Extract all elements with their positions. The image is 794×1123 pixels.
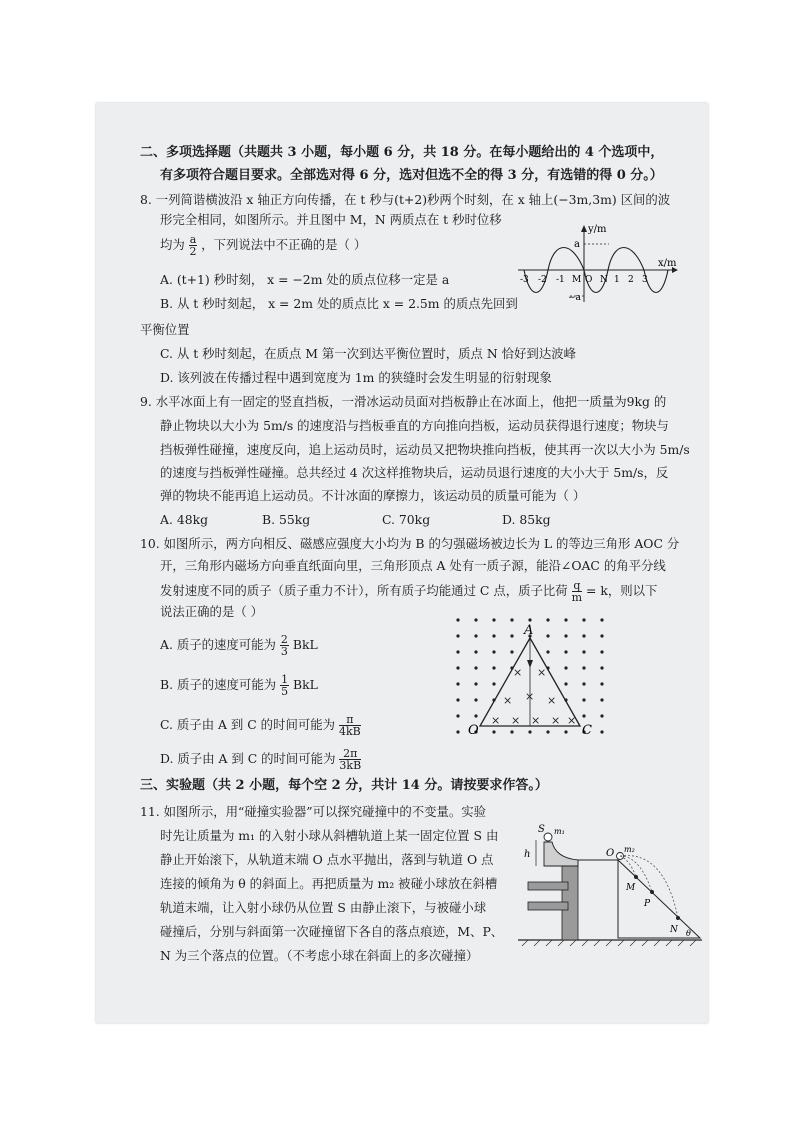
q8-a-pos: a <box>574 239 580 250</box>
field-dot <box>600 650 603 653</box>
q10-option-b <box>160 674 318 697</box>
field-dot <box>564 618 567 621</box>
q8-tick: O <box>585 275 593 285</box>
q10-option-a-frac <box>280 634 289 657</box>
field-dot <box>510 634 513 637</box>
field-dot <box>546 730 549 733</box>
q8-tick: 1 <box>614 275 620 285</box>
field-dot <box>546 650 549 653</box>
field-dot <box>456 730 459 733</box>
section2-header-line1: 二、多项选择题（共题共 3 小题，每小题 6 分，共 18 分。在每小题给出的 4 个选项中， <box>140 145 664 160</box>
field-cross: × <box>525 690 535 703</box>
field-dot <box>600 714 603 717</box>
frac-num: 2π <box>339 748 361 760</box>
q10-option-b-text: B. 质子的速度可能为 <box>160 677 277 692</box>
field-dot <box>564 682 567 685</box>
field-dot <box>510 650 513 653</box>
field-dot <box>582 714 585 717</box>
q9-option-b: B. 55kg <box>262 512 311 527</box>
q9-line4: 的速度与挡板弹性碰撞。总共经过 4 次这样推物块后，运动员退行速度的大小大于 5m/s，反 <box>160 465 669 480</box>
q10-option-a <box>160 634 318 657</box>
q8-line3-pre: 均为 <box>160 237 185 252</box>
field-dot <box>474 714 477 717</box>
q11-s-label: S <box>538 824 545 835</box>
field-dot <box>456 650 459 653</box>
q9-option-a: A. 48kg <box>160 512 209 527</box>
q11-line5: 轨道末端，让入射小球仍从位置 S 由静止滚下，与被碰小球 <box>160 900 487 915</box>
frac-den: 3kB <box>339 759 362 772</box>
q10-option-d <box>160 748 361 771</box>
q11-line3: 静止开始滚下，从轨道末端 O 点水平抛出，落到与轨道 O 点 <box>160 852 494 867</box>
field-cross: × <box>503 694 513 707</box>
q9-line2: 静止物块以大小为 5m/s 的速度沿与挡板垂直的方向推向挡板，运动员获得退行速度；物块与 <box>160 418 669 433</box>
q10-option-c <box>160 714 361 737</box>
q8-option-d: D. 该列波在传播过程中遇到宽度为 1m 的狭缝时会发生明显的衍射现象 <box>160 370 552 385</box>
q10-line1: 10. 如图所示，两方向相反、磁感应强度大小均为 B 的匀强磁场被边长为 L 的等边三角形 AOC 分 <box>140 536 680 551</box>
field-cross: × <box>513 666 523 679</box>
field-dot <box>600 666 603 669</box>
field-dot <box>456 634 459 637</box>
q8-line1: 8. 一列简谐横波沿 x 轴正方向传播，在 t 秒与(t+2)秒两个时刻，在 x 轴上(−3m,3m) 区间的波 <box>140 192 671 207</box>
frac-num: π <box>339 714 361 726</box>
q8-frac-num: a <box>189 233 197 246</box>
q10-line3-post: = k，则以下 <box>586 583 658 598</box>
frac-den: 5 <box>281 685 289 698</box>
q8-option-a: A. (t+1) 秒时刻， x = −2m 处的质点位移一定是 a <box>160 272 450 287</box>
q8-line2: 形完全相同，如图所示。并且图中 M，N 两质点在 t 秒时位移 <box>160 212 502 227</box>
field-dot <box>492 650 495 653</box>
q11-line1: 11. 如图所示，用“碰撞实验器”可以探究碰撞中的不变量。实验 <box>140 804 487 819</box>
q8-tick: 3 <box>642 275 648 285</box>
q8-a-neg: −a <box>568 293 581 303</box>
q8-line3-post: ，下列说法中不正确的是（ ） <box>201 237 367 252</box>
field-dot <box>564 666 567 669</box>
q11-m1-label: m₁ <box>554 827 565 836</box>
field-dot <box>456 714 459 717</box>
frac-num: 1 <box>281 673 289 686</box>
q10-q: q <box>573 579 581 592</box>
field-cross: × <box>491 714 501 727</box>
field-dot <box>474 634 477 637</box>
q11-p-point: P <box>644 899 651 909</box>
field-dot <box>546 618 549 621</box>
q10-option-b-unit: BkL <box>293 677 318 692</box>
field-dot <box>600 618 603 621</box>
field-dot <box>492 666 495 669</box>
section3-header: 三、实验题（共 2 小题，每个空 2 分，共计 14 分。请按要求作答。） <box>140 778 548 793</box>
field-dot <box>492 682 495 685</box>
q8-tick: N <box>600 275 608 285</box>
q10-vertex-o: O <box>468 723 479 738</box>
field-dot <box>546 634 549 637</box>
q11-line6: 碰撞后，分别与斜面第一次碰撞留下各自的落点痕迹，M、P、 <box>160 924 504 939</box>
q10-vertex-a: A <box>524 623 534 638</box>
q8-option-c: C. 从 t 秒时刻起，在质点 M 第一次到达平衡位置时，质点 N 恰好到达波峰 <box>160 346 576 361</box>
q10-charge-ratio <box>572 580 582 603</box>
q8-tick: -3 <box>520 275 529 285</box>
field-dot <box>528 618 531 621</box>
field-dot <box>474 698 477 701</box>
q9-line1: 9. 水平冰面上有一固定的竖直挡板，一滑冰运动员面对挡板静止在冰面上，他把一质量为9kg 的 <box>140 394 667 409</box>
q8-line3 <box>160 234 366 257</box>
field-dot <box>474 682 477 685</box>
field-dot <box>582 666 585 669</box>
field-dot <box>492 618 495 621</box>
field-dot <box>564 730 567 733</box>
field-dot <box>510 730 513 733</box>
q9-option-c: C. 70kg <box>382 512 431 527</box>
q9-line3: 挡板弹性碰撞，速度反向，追上运动员时，运动员又把物块推向挡板，使其再一次以大小为 5m/s <box>160 442 690 457</box>
q8-x-label: x/m <box>658 258 677 269</box>
q8-fraction <box>189 234 198 257</box>
field-dot <box>510 618 513 621</box>
q10-option-c-text: C. 质子由 A 到 C 的时间可能为 <box>160 717 336 732</box>
q10-m: m <box>571 591 583 604</box>
q8-tick: M <box>572 275 582 285</box>
field-dot <box>600 682 603 685</box>
q8-option-b: B. 从 t 秒时刻起， x = 2m 处的质点比 x = 2.5m 的质点先回到 <box>160 296 518 311</box>
field-cross: × <box>537 666 547 679</box>
field-dot <box>474 650 477 653</box>
q10-option-c-frac <box>339 714 361 737</box>
q10-line2: 开，三角形内磁场方向垂直纸面向里，三角形顶点 A 处有一质子源，能沿∠OAC 的角平分线 <box>160 558 666 573</box>
field-dot <box>456 618 459 621</box>
q10-option-d-frac <box>339 748 361 771</box>
q10-line3-pre: 发射速度不同的质子（质子重力不计），所有质子均能通过 C 点，质子比荷 <box>160 583 568 598</box>
field-dot <box>582 634 585 637</box>
q11-n-point: N <box>670 925 678 935</box>
q9-line5: 弹的物块不能再追上运动员。不计冰面的摩擦力，该运动员的质量可能为（ ） <box>160 488 586 503</box>
q8-tick: -1 <box>556 275 565 285</box>
field-dot <box>582 650 585 653</box>
field-dot <box>600 634 603 637</box>
q8-tick: 2 <box>628 275 634 285</box>
q10-line4: 说法正确的是（ ） <box>160 604 264 619</box>
field-dot <box>456 682 459 685</box>
field-cross: × <box>547 694 557 707</box>
q11-h-label: h <box>524 849 531 860</box>
q11-line2: 时先让质量为 m₁ 的入射小球从斜槽轨道上某一固定位置 S 由 <box>160 828 499 843</box>
field-dot <box>582 618 585 621</box>
q8-y-label: y/m <box>588 224 607 235</box>
q8-tick: -2 <box>538 275 547 285</box>
q11-line7: N 为三个落点的位置。（不考虑小球在斜面上的多次碰撞） <box>160 948 479 963</box>
q10-option-b-frac <box>280 674 289 697</box>
field-dot <box>600 730 603 733</box>
q11-theta: θ <box>686 929 691 938</box>
q9-option-d: D. 85kg <box>502 512 551 527</box>
q8-wave-figure <box>514 222 684 304</box>
field-dot <box>456 666 459 669</box>
field-cross: × <box>551 714 561 727</box>
q10-option-a-unit: BkL <box>292 637 318 652</box>
q10-option-a-text: A. 质子的速度可能为 <box>160 637 276 652</box>
q11-m-point: M <box>626 883 636 893</box>
field-dot <box>582 698 585 701</box>
frac-num: 2 <box>280 633 288 646</box>
field-dot <box>474 618 477 621</box>
field-dot <box>564 634 567 637</box>
q11-o-label: O <box>606 848 615 859</box>
field-dot <box>456 698 459 701</box>
field-cross: × <box>511 714 521 727</box>
q11-line4: 连接的倾角为 θ 的斜面上。再把质量为 m₂ 被碰小球放在斜槽 <box>160 876 498 891</box>
q10-line3 <box>160 580 657 603</box>
section2-header-line2: 有多项符合题目要求。全部选对得 6 分，选对但选不全的得 3 分，有选错的得 0 分。） <box>160 168 663 183</box>
field-dot <box>582 682 585 685</box>
field-cross: × <box>531 714 541 727</box>
field-dot <box>492 730 495 733</box>
q8-option-b-cont: 平衡位置 <box>140 322 190 337</box>
frac-den: 4kB <box>338 725 361 738</box>
field-dot <box>564 650 567 653</box>
field-cross: × <box>567 714 577 727</box>
frac-den: 3 <box>280 645 288 658</box>
q10-vertex-c: C <box>582 723 592 738</box>
q10-triangle-figure <box>450 610 610 738</box>
q10-option-d-text: D. 质子由 A 到 C 的时间可能为 <box>160 751 336 766</box>
field-dot <box>528 730 531 733</box>
field-dot <box>474 666 477 669</box>
field-dot <box>600 698 603 701</box>
field-dot <box>492 634 495 637</box>
q11-apparatus-figure <box>514 820 704 948</box>
q8-frac-den: 2 <box>189 245 197 258</box>
q11-m2-label: m₂ <box>624 845 635 854</box>
